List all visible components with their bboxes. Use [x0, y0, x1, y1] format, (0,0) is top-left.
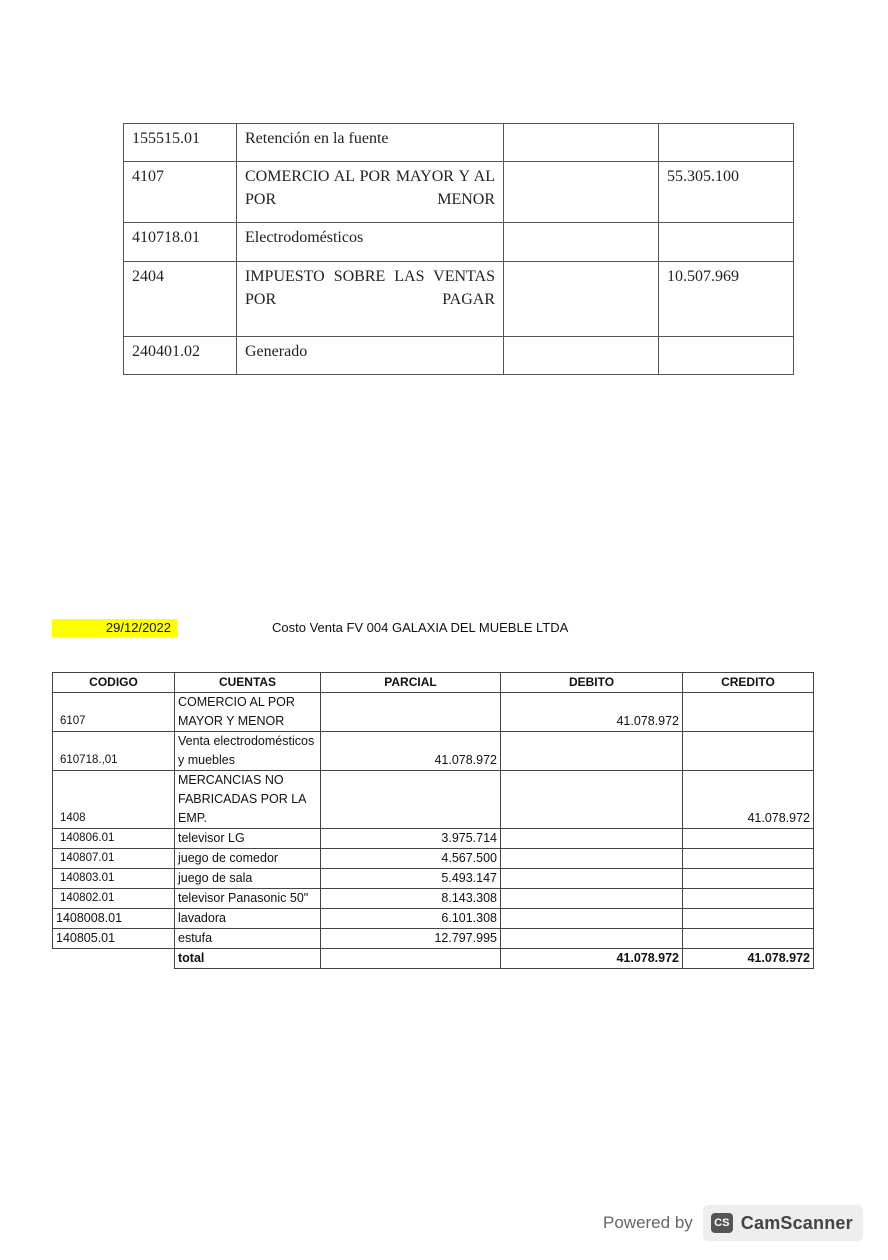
- debit-cell: [501, 732, 683, 771]
- camscanner-badge: [703, 1205, 863, 1241]
- table-row: [53, 693, 814, 732]
- credit-cell: 55.305.100: [659, 162, 794, 223]
- account-name: MERCANCIAS NO FABRICADAS POR LA EMP.: [175, 771, 321, 829]
- parcial-cell: 3.975.714: [321, 829, 501, 849]
- account-code: 1408008.01: [53, 909, 175, 929]
- credit-cell: [683, 909, 814, 929]
- camscanner-brand: CamScanner: [740, 1212, 853, 1233]
- table-row: [53, 869, 814, 889]
- table-row: [53, 929, 814, 949]
- debit-cell: [501, 869, 683, 889]
- account-code: 140803.01: [53, 869, 175, 889]
- credit-cell: [683, 929, 814, 949]
- debit-cell: [504, 162, 659, 223]
- parcial-cell: 41.078.972: [321, 732, 501, 771]
- account-code: 240401.02: [124, 337, 237, 375]
- table-row: [53, 771, 814, 829]
- account-code: 1408: [53, 771, 175, 829]
- account-code: 140805.01: [53, 929, 175, 949]
- parcial-cell: 8.143.308: [321, 889, 501, 909]
- account-code: 155515.01: [124, 124, 237, 162]
- debit-cell: [501, 929, 683, 949]
- account-name: juego de comedor: [175, 849, 321, 869]
- credit-cell: [683, 849, 814, 869]
- total-credit: 41.078.972: [683, 949, 814, 969]
- table-row: [53, 732, 814, 771]
- debit-cell: [501, 829, 683, 849]
- header-cuentas: CUENTAS: [175, 673, 321, 693]
- credit-cell: [683, 693, 814, 732]
- parcial-cell: 5.493.147: [321, 869, 501, 889]
- debit-cell: [501, 889, 683, 909]
- account-name: COMERCIO AL POR MAYOR Y AL POR MENOR: [237, 162, 504, 223]
- credit-cell: 41.078.972: [683, 771, 814, 829]
- account-code: 140806.01: [53, 829, 175, 849]
- total-parcial: [321, 949, 501, 969]
- account-name: Generado: [237, 337, 504, 375]
- debit-cell: [504, 124, 659, 162]
- debit-cell: [501, 909, 683, 929]
- entry-date: 29/12/2022: [52, 619, 177, 637]
- credit-cell: [683, 869, 814, 889]
- credit-cell: 10.507.969: [659, 262, 794, 337]
- account-code: 410718.01: [124, 223, 237, 262]
- camscanner-watermark: [603, 1205, 863, 1241]
- account-name: juego de sala: [175, 869, 321, 889]
- entry-title: Costo Venta FV 004 GALAXIA DEL MUEBLE LTDA: [272, 620, 569, 635]
- debit-cell: [504, 337, 659, 375]
- parcial-cell: [321, 693, 501, 732]
- ledger-table-top: [123, 123, 794, 375]
- total-label: total: [175, 949, 321, 969]
- total-debit: 41.078.972: [501, 949, 683, 969]
- total-row: [53, 949, 814, 969]
- table-row: [53, 849, 814, 869]
- account-name: Retención en la fuente: [237, 124, 504, 162]
- debit-cell: [501, 849, 683, 869]
- table-row: [124, 262, 794, 337]
- debit-cell: [504, 262, 659, 337]
- credit-cell: [683, 732, 814, 771]
- credit-cell: [659, 223, 794, 262]
- table-row: [53, 829, 814, 849]
- debit-cell: [504, 223, 659, 262]
- table-row: [53, 909, 814, 929]
- account-name: televisor Panasonic 50": [175, 889, 321, 909]
- account-code: 140807.01: [53, 849, 175, 869]
- account-name: IMPUESTO SOBRE LAS VENTAS POR PAGAR: [237, 262, 504, 337]
- account-code: 4107: [124, 162, 237, 223]
- table-header-row: [53, 673, 814, 693]
- camscanner-logo-icon: CS: [711, 1213, 733, 1233]
- account-code: 6107: [53, 693, 175, 732]
- header-credito: CREDITO: [683, 673, 814, 693]
- account-name: estufa: [175, 929, 321, 949]
- header-codigo: CODIGO: [53, 673, 175, 693]
- account-code: 140802.01: [53, 889, 175, 909]
- account-name: televisor LG: [175, 829, 321, 849]
- table-row: [124, 337, 794, 375]
- header-parcial: PARCIAL: [321, 673, 501, 693]
- total-spacer: [53, 949, 175, 969]
- parcial-cell: 12.797.995: [321, 929, 501, 949]
- journal-entry-table: [52, 672, 814, 969]
- parcial-cell: 4.567.500: [321, 849, 501, 869]
- table-row: [53, 889, 814, 909]
- credit-cell: [683, 889, 814, 909]
- account-name: Electrodomésticos: [237, 223, 504, 262]
- account-name: COMERCIO AL POR MAYOR Y MENOR: [175, 693, 321, 732]
- table-row: [124, 124, 794, 162]
- account-name: lavadora: [175, 909, 321, 929]
- header-debito: DEBITO: [501, 673, 683, 693]
- parcial-cell: [321, 771, 501, 829]
- credit-cell: [659, 124, 794, 162]
- credit-cell: [683, 829, 814, 849]
- table-row: [124, 223, 794, 262]
- account-code: 610718.,01: [53, 732, 175, 771]
- debit-cell: [501, 771, 683, 829]
- parcial-cell: 6.101.308: [321, 909, 501, 929]
- account-name: Venta electrodomésticos y muebles: [175, 732, 321, 771]
- credit-cell: [659, 337, 794, 375]
- table-row: [124, 162, 794, 223]
- powered-by-text: Powered by: [603, 1213, 693, 1232]
- account-code: 2404: [124, 262, 237, 337]
- debit-cell: 41.078.972: [501, 693, 683, 732]
